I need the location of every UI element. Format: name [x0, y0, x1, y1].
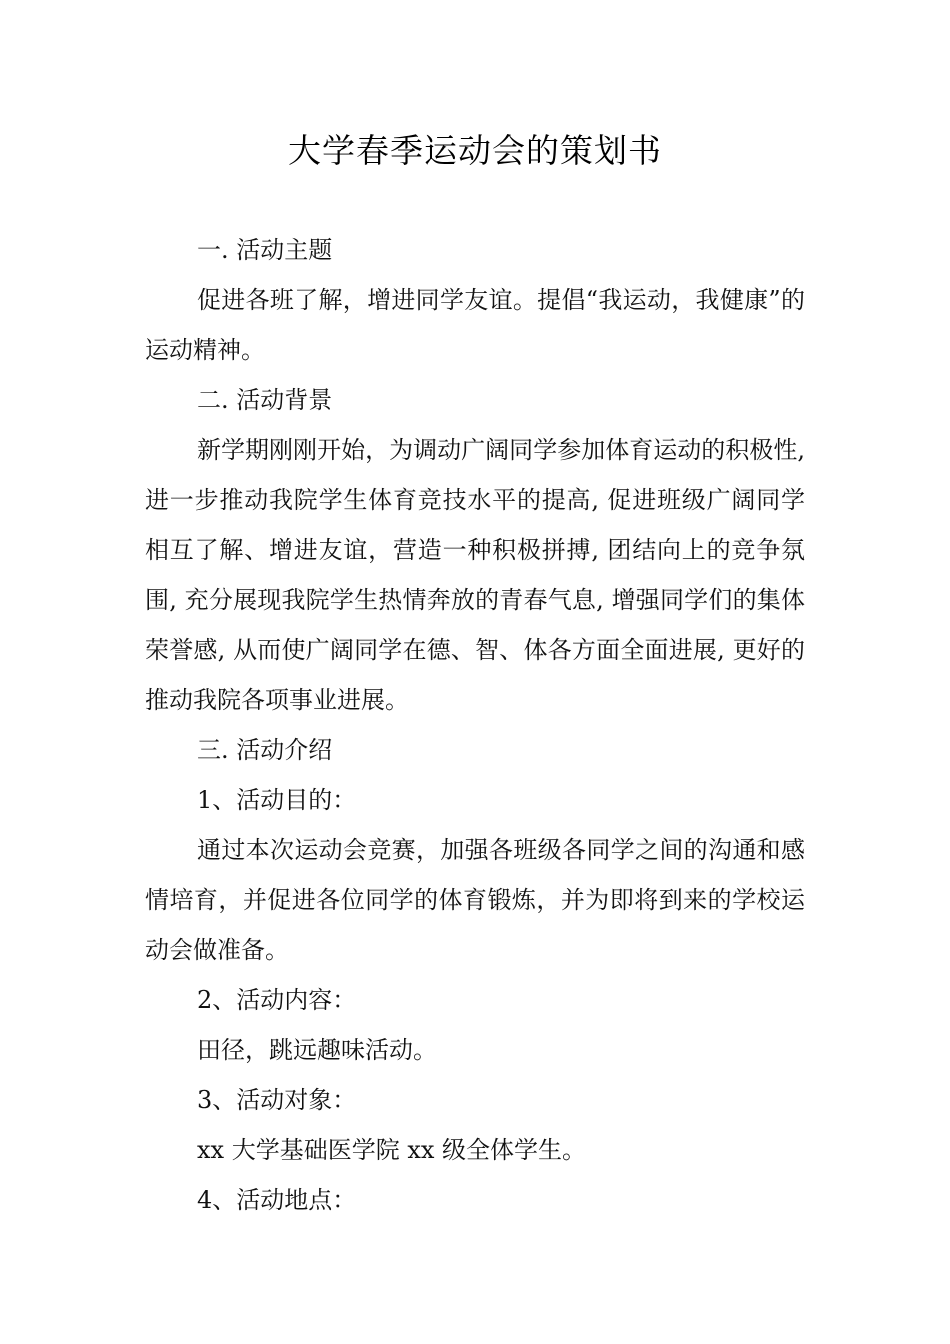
subheading-activity-content: 2、活动内容： [197, 986, 357, 1014]
paragraph-content-text: 田径，跳远趣味活动。 [197, 1036, 437, 1064]
heading-activity-introduction: 三. 活动介绍 [197, 736, 333, 764]
paragraph-participants-text: xx 大学基础医学院 xx 级全体学生。 [197, 1136, 587, 1164]
heading-activity-theme: 一. 活动主题 [197, 236, 333, 264]
subheading-activity-participants: 3、活动对象： [197, 1086, 357, 1114]
subheading-activity-location: 4、活动地点： [197, 1186, 357, 1214]
paragraph-background-text: 新学期刚刚开始，为调动广阔同学参加体育运动的积极性, 进一步推动我院学生体育竞技水平的提高, 促进班级广阔同学相互了解、增进友谊，营造一种积极拼搏, 团结向上的竞争氛围, 充分展现我院学生热情奔放的青春气息, 增强同学们的集体荣誉感, 从而使广阔同学在德、智、体各方面全面进展, 更好的推动我院各项事业进展。 [145, 436, 805, 714]
paragraph-theme-text: 促进各班了解，增进同学友谊。提倡“我运动，我健康”的运动精神。 [145, 286, 805, 364]
heading-activity-background: 二. 活动背景 [197, 386, 333, 414]
document-title: 大学春季运动会的策划书 [288, 131, 662, 170]
subheading-activity-purpose: 1、活动目的： [197, 786, 357, 814]
document-body [145, 225, 805, 1225]
paragraph-purpose-text: 通过本次运动会竞赛，加强各班级各同学之间的沟通和感情培育，并促进各位同学的体育锻炼，并为即将到来的学校运动会做准备。 [145, 836, 805, 964]
